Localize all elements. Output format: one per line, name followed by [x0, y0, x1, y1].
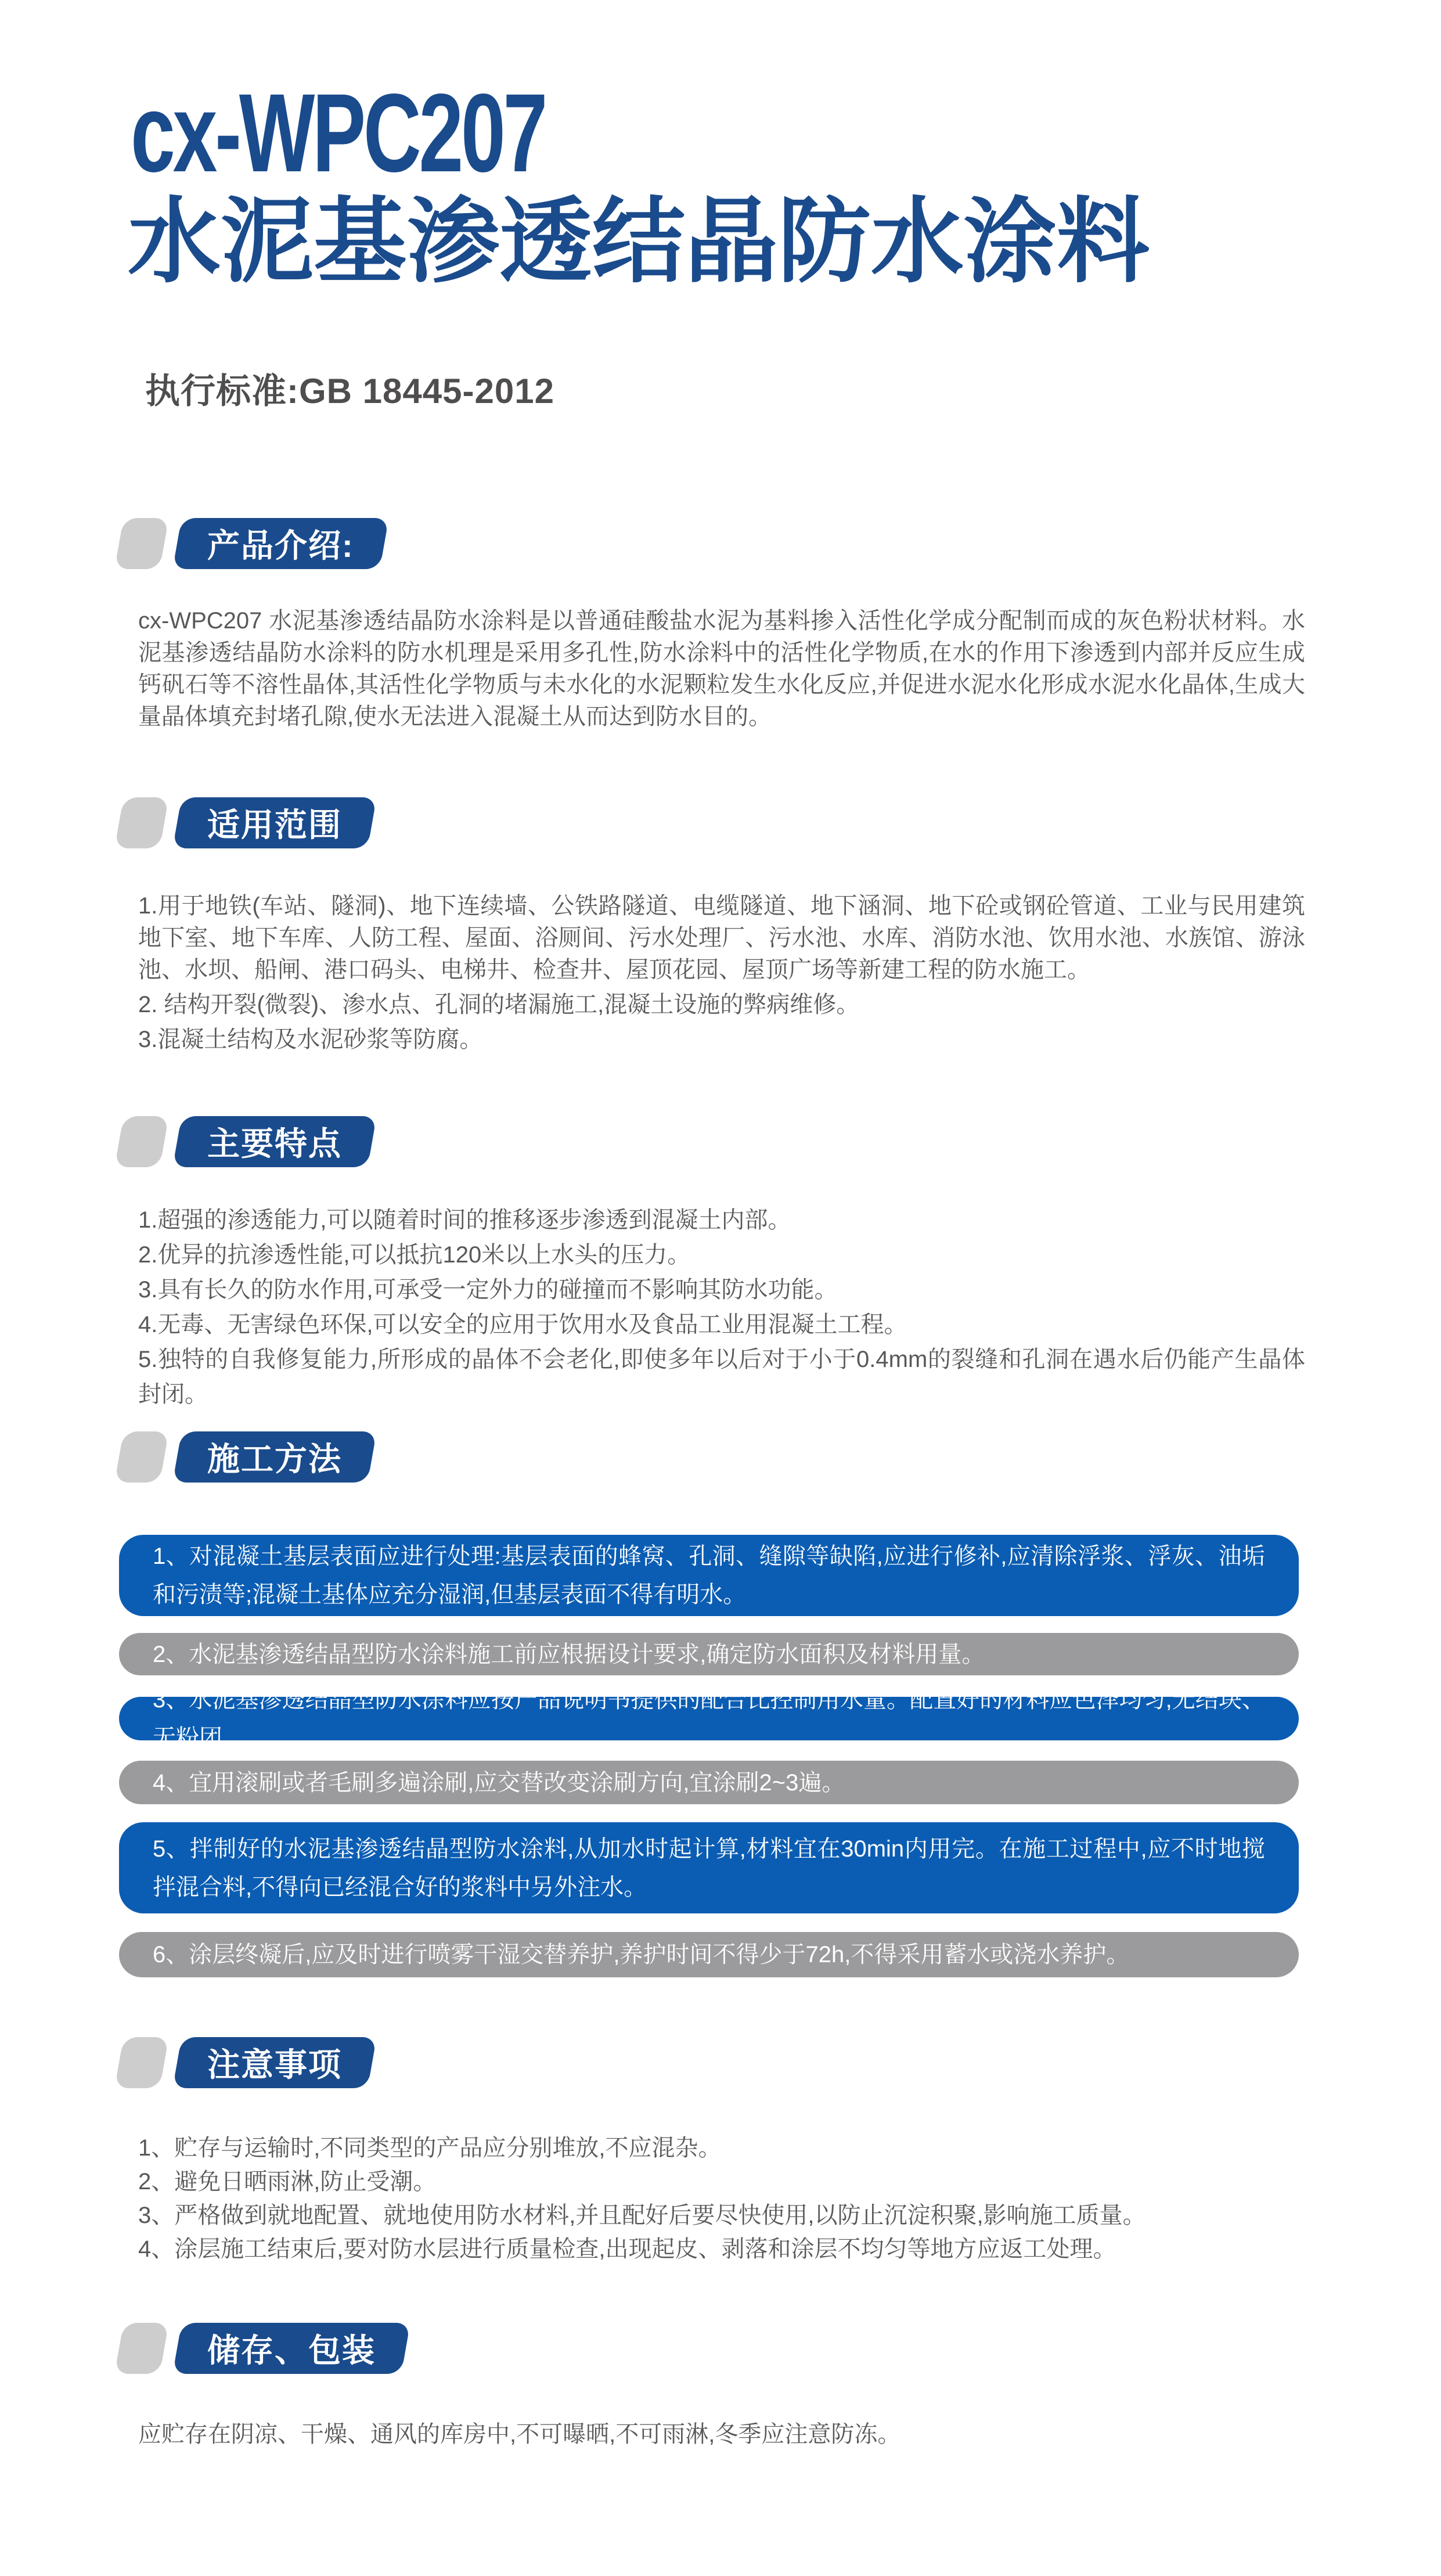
section-badge-label: 适用范围: [207, 807, 342, 843]
list-item: 2.优异的抗渗透性能,可以抵抗120米以上水头的压力。: [138, 1242, 691, 1268]
step-text: 6、涂层终凝后,应及时进行喷雾干湿交替养护,养护时间不得少于72h,不得采用蓄水或浇水养护。: [153, 1942, 1130, 1967]
section-badge-features: [172, 1116, 377, 1167]
section-badge-label: 主要特点: [207, 1125, 342, 1162]
section-badge-scope: [172, 797, 377, 848]
step-text: 2、水泥基渗透结晶型防水涂料施工前应根据设计要求,确定防水面积及材料用量。: [153, 1641, 985, 1667]
standard-line: 执行标准:GB 18445-2012: [145, 372, 554, 411]
scope-list: [138, 890, 1305, 1056]
list-item: 2、避免日晒雨淋,防止受潮。: [138, 2169, 437, 2194]
badge-accent-shape: [114, 1431, 169, 1483]
method-step-2: [119, 1633, 1299, 1675]
page-title-product: 水泥基渗透结晶防水涂料: [128, 189, 1150, 293]
method-step-4: [119, 1761, 1299, 1804]
step-text: 3、水泥基渗透结晶型防水涂料应按产品说明书提供的配合比控制用水量。配置好的材料应色泽均匀,无结块、无粉团。: [153, 1686, 1265, 1751]
list-item: 3.具有长久的防水作用,可承受一定外力的碰撞而不影响其防水功能。: [138, 1277, 838, 1303]
method-step-1: [119, 1535, 1299, 1616]
badge-accent-shape: [114, 2323, 169, 2374]
section-header-scope: [119, 797, 525, 848]
section-header-intro: [119, 518, 525, 569]
method-step-3: [119, 1686, 1299, 1751]
badge-accent-shape: [114, 518, 169, 569]
section-badge-method: [172, 1431, 377, 1483]
badge-accent-shape: [114, 2037, 169, 2088]
step-text: 5、拌制好的水泥基渗透结晶型防水涂料,从加水时起计算,材料宜在30min内用完。在施工过程中,应不时地搅拌混合料,不得向已经混合好的浆料中另外注水。: [153, 1836, 1265, 1900]
list-item: 2. 结构开裂(微裂)、渗水点、孔洞的堵漏施工,混凝土设施的弊病维修。: [138, 992, 860, 1017]
intro-paragraph: cx-WPC207 水泥基渗透结晶防水涂料是以普通硅酸盐水泥为基料掺入活性化学成分配制而成的灰色粉状材料。水泥基渗透结晶防水涂料的防水机理是采用多孔性,防水涂料中的活性化学物质,在水的作用下渗透到内部并反应生成钙矾石等不溶性晶体,其活性化学物质与未水化的水泥颗粒发生水化反应,并促进水泥水化形成水泥水化晶体,生成大量晶体填充封堵孔隙,使水无法进入混凝土从而达到防水目的。: [138, 608, 1305, 729]
list-item: 3、严格做到就地配置、就地使用防水材料,并且配好后要尽快使用,以防止沉淀积聚,影响施工质量。: [138, 2203, 1146, 2228]
section-badge-storage: [172, 2323, 410, 2374]
section-badge-label: 注意事项: [207, 2046, 342, 2083]
list-item: 5.独特的自我修复能力,所形成的晶体不会老化,即使多年以后对于小于0.4mm的裂缝和孔洞在遇水后仍能产生晶体封闭。: [138, 1347, 1305, 1407]
method-step-6: [119, 1932, 1299, 1977]
step-text: 4、宜用滚刷或者毛刷多遍涂刷,应交替改变涂刷方向,宜涂刷2~3遍。: [153, 1769, 845, 1796]
badge-accent-shape: [114, 797, 169, 848]
method-step-5: [119, 1822, 1299, 1913]
section-badge-label: 施工方法: [207, 1441, 342, 1477]
list-item: 1.超强的渗透能力,可以随着时间的推移逐步渗透到混凝土内部。: [138, 1207, 791, 1233]
section-badge-notes: [172, 2037, 377, 2088]
section-badge-label: 储存、包装: [207, 2332, 376, 2369]
section-header-notes: [119, 2037, 525, 2088]
storage-text: 应贮存在阴凉、干燥、通风的库房中,不可曝晒,不可雨淋,冬季应注意防冻。: [138, 2422, 901, 2447]
section-header-method: [119, 1431, 525, 1483]
list-item: 3.混凝土结构及水泥砂浆等防腐。: [138, 1027, 483, 1052]
list-item: 1、贮存与运输时,不同类型的产品应分别堆放,不应混杂。: [138, 2135, 722, 2161]
page-title-model: cx-WPC207: [131, 70, 546, 195]
step-text: 1、对混凝土基层表面应进行处理:基层表面的蜂窝、孔洞、缝隙等缺陷,应进行修补,应清除浮浆、浮灰、油垢和污渍等;混凝土基体应充分湿润,但基层表面不得有明水。: [153, 1544, 1265, 1607]
section-badge-intro: [172, 518, 388, 569]
section-header-features: [119, 1116, 525, 1167]
badge-accent-shape: [114, 1116, 169, 1167]
notes-list: [138, 2131, 1305, 2266]
list-item: 4、涂层施工结束后,要对防水层进行质量检查,出现起皮、剥落和涂层不均匀等地方应返工处理。: [138, 2236, 1116, 2262]
features-list: [138, 1203, 1305, 1412]
section-header-storage: [119, 2323, 525, 2374]
list-item: 4.无毒、无害绿色环保,可以安全的应用于饮用水及食品工业用混凝土工程。: [138, 1312, 907, 1337]
list-item: 1.用于地铁(车站、隧洞)、地下连续墙、公铁路隧道、电缆隧道、地下涵洞、地下砼或钢砼管道、工业与民用建筑地下室、地下车库、人防工程、屋面、浴厕间、污水处理厂、污水池、水库、消防水池、饮用水池、水族馆、游泳池、水坝、船闸、港口码头、电梯井、检查井、屋顶花园、屋顶广场等新建工程的防水施工。: [138, 893, 1305, 983]
section-badge-label: 产品介绍:: [207, 527, 354, 564]
